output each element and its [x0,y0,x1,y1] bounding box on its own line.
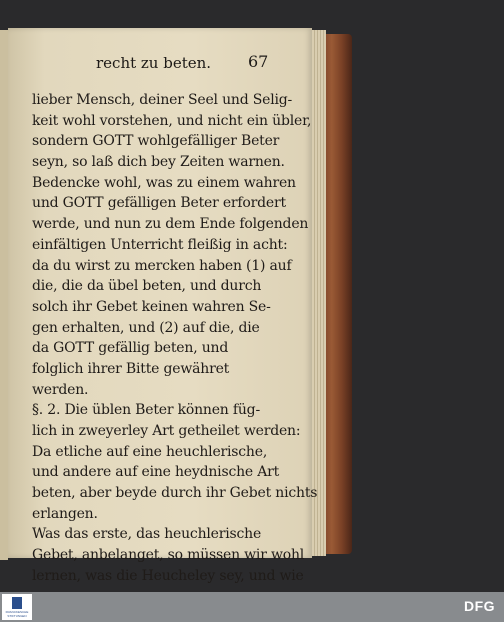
building-icon [12,597,22,609]
facing-page-edge [0,30,8,560]
text-line: und andere auf eine heydnische Art [32,464,280,481]
text-line: da du wirst zu mercken haben (1) auf [32,257,292,274]
text-line: gen erhalten, und (2) auf die, die [32,319,260,336]
text-line: Gebet, anbelanget, so müssen wir wohl [32,547,305,564]
text-line: lich in zweyerley Art getheilet werden: [32,423,301,439]
dfg-logo[interactable]: DFG [464,598,496,614]
running-title: recht zu beten. [96,54,212,72]
text-line: die, die da übel beten, und durch [32,278,262,295]
text-line: Da etliche auf eine heuchlerische, [32,443,268,460]
text-line: werde, und nun zu dem Ende folgenden [32,216,309,233]
text-line: Bedencke wohl, was zu einem wahren [32,174,296,191]
text-line: solch ihr Gebet keinen wahren Se- [32,298,271,315]
logo-caption: FRANCKESCHE STIFTUNGEN [5,610,29,618]
text-line: werden. [32,381,89,398]
text-line: lieber Mensch, deiner Seel und Selig- [32,92,293,108]
viewer-footer [0,592,504,622]
body-text [32,90,318,607]
text-line: erlangen. [32,505,98,522]
text-line: Was das erste, das heuchlerische [32,526,262,543]
book-page [8,28,318,584]
francke-foundation-logo[interactable] [2,594,32,620]
text-line: seyn, so laß dich bey Zeiten warnen. [32,154,285,171]
text-line: beten, aber beyde durch ihr Gebet nichts [32,485,318,502]
text-line: lernen, was die Heucheley sey, und wie [32,567,304,584]
text-line: sondern GOTT wohlgefälliger Beter [32,133,280,150]
text-line: einfältigen Unterricht fleißig in acht: [32,236,288,253]
text-line: §. 2. Die üblen Beter können füg- [32,402,260,419]
text-line: folglich ihrer Bitte gewähret [32,360,230,377]
page-number: 67 [248,52,269,71]
page-header [8,54,312,76]
text-line: und GOTT gefälligen Beter erfordert [32,195,286,212]
text-line: da GOTT gefällig beten, und [32,340,229,357]
text-line: keit wohl vorstehen, und nicht ein übler, [32,112,312,129]
